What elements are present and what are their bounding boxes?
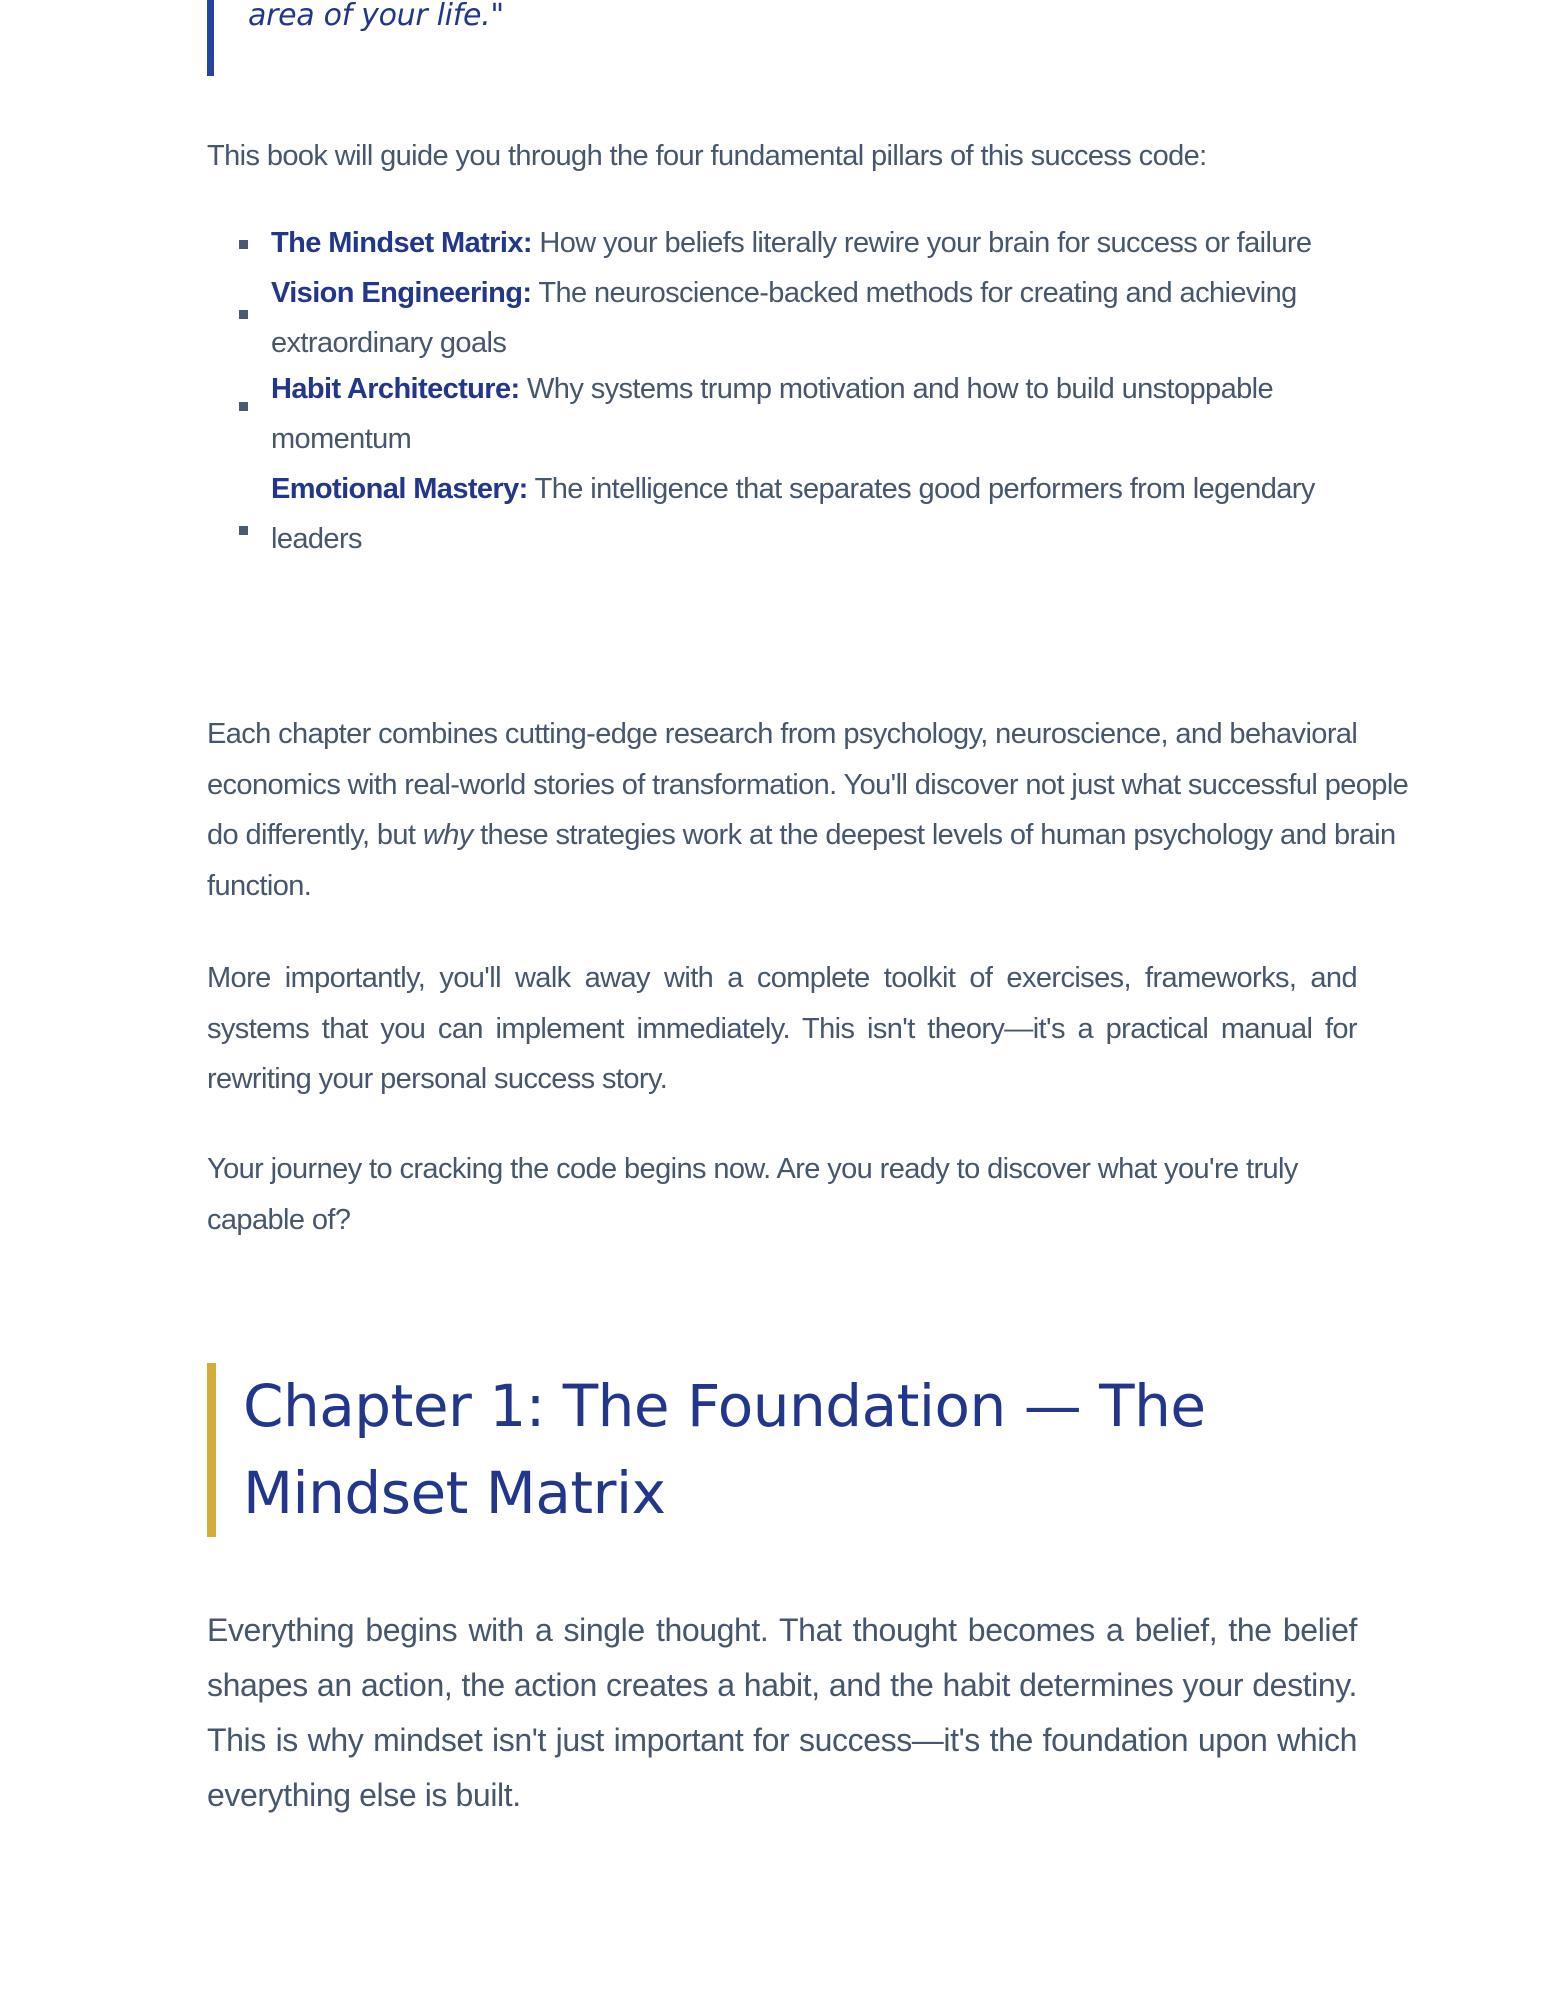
paragraph-text: these strategies work at the deepest levels of human psychology and brain function. — [207, 819, 1396, 902]
list-item — [207, 268, 1411, 368]
list-item — [207, 218, 1411, 268]
pillar-term: Emotional Mastery: — [271, 473, 528, 505]
square-bullet-icon — [239, 526, 248, 535]
pull-quote — [207, 0, 1417, 76]
chapter-heading-block — [207, 1363, 1243, 1537]
pillars-list — [207, 218, 1407, 564]
pillar-description: Why systems trump motivation and how to build unstoppable momentum — [271, 373, 1274, 455]
pillar-description: How your beliefs literally rewire your brain for success or failure — [531, 227, 1312, 259]
each-chapter-paragraph — [207, 709, 1417, 911]
toolkit-paragraph: More importantly, you'll walk away with a complete toolkit of exercises, frameworks, and systems that you can implement immediately. This isn't theory—it's a practical manual for rewriting your personal success story. — [207, 962, 1357, 1095]
journey-paragraph: Your journey to cracking the code begins now. Are you ready to discover what you're truly capable of? — [207, 1153, 1298, 1236]
pillar-term: Vision Engineering: — [271, 277, 532, 309]
square-bullet-icon — [239, 402, 248, 411]
intro-paragraph: This book will guide you through the four fundamental pillars of this success code: — [207, 140, 1207, 172]
pillar-description: The intelligence that separates good performers from legendary leaders — [271, 473, 1315, 555]
pillar-description: The neuroscience-backed methods for creating and achieving extraordinary goals — [271, 277, 1297, 359]
list-item — [207, 464, 1411, 564]
chapter-opening-paragraph: Everything begins with a single thought. That thought becomes a belief, the belief shapes an action, the action creates a habit, and the habit determines your destiny. This is why mindset isn't just important for success—it's the foundation upon which everything else is built. — [207, 1612, 1357, 1813]
chapter-title: Chapter 1: The Foundation — The Mindset Matrix — [243, 1372, 1206, 1527]
pillar-term: Habit Architecture: — [271, 373, 520, 405]
paragraph-text: Each chapter combines cutting-edge research from psychology, neuroscience, and behavioral economics with real-world stories of transformation. You'll discover not just what successful people do differently, but — [207, 718, 1409, 851]
square-bullet-icon — [239, 240, 248, 249]
emphasis-text: why — [422, 819, 473, 851]
pull-quote-text: area of your life." — [248, 0, 504, 33]
pillar-term: The Mindset Matrix: — [271, 227, 532, 259]
document-page — [207, 0, 1417, 1813]
list-item — [207, 364, 1411, 464]
square-bullet-icon — [239, 310, 248, 319]
